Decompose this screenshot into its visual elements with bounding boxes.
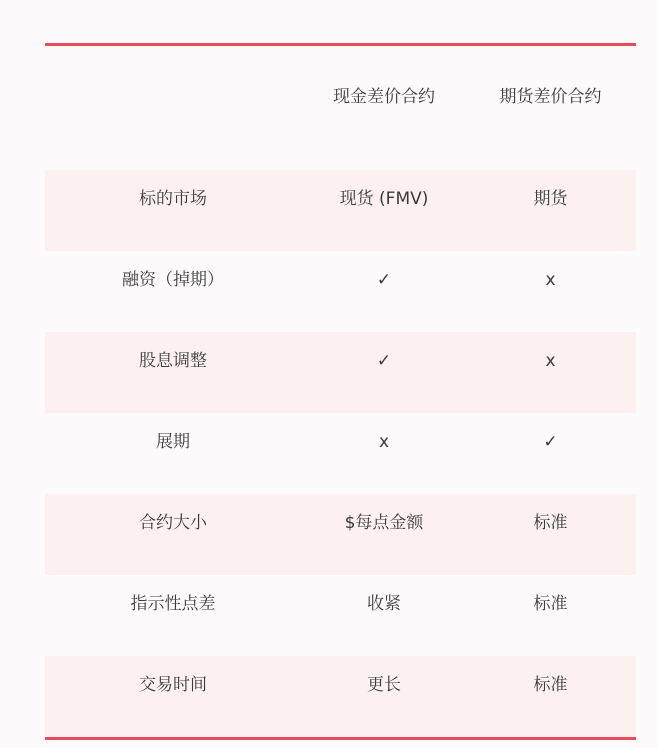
row-label: 展期 [156,431,190,452]
cash-cfd-value: $每点金额 [344,512,424,533]
row-label: 融资（掉期） [122,269,224,290]
table-row [45,332,636,413]
futures-cfd-value: 标准 [533,512,568,533]
futures-cfd-value: ✓ [543,431,558,452]
futures-cfd-value: x [545,269,556,290]
cash-cfd-value: 收紧 [367,593,401,614]
futures-cfd-value: x [545,350,556,371]
cash-cfd-value: 现货 (FMV) [339,188,429,209]
header-cash-cfd: 现金差价合约 [333,86,435,107]
futures-cfd-value: 标准 [533,674,568,695]
row-label: 交易时间 [139,674,207,695]
comparison-table [45,43,636,742]
table-bottom-rule [45,737,636,740]
table-row [45,170,636,251]
header-futures-cfd: 期货差价合约 [499,86,602,107]
cash-cfd-value: 更长 [367,674,401,695]
table-row [45,494,636,575]
table-row [45,413,636,494]
table-row [45,251,636,332]
row-label: 指示性点差 [130,593,216,614]
cash-cfd-value: ✓ [376,269,392,290]
cash-cfd-value: ✓ [376,350,392,371]
futures-cfd-value: 期货 [533,188,568,209]
header-empty-cell [89,46,257,148]
row-label: 合约大小 [139,512,207,533]
futures-cfd-value: 标准 [533,593,568,614]
row-label: 股息调整 [139,350,207,371]
table-row [45,656,636,737]
table-header-row [45,46,636,170]
row-label: 标的市场 [139,188,207,209]
cash-cfd-value: x [378,431,390,452]
table-row [45,575,636,656]
